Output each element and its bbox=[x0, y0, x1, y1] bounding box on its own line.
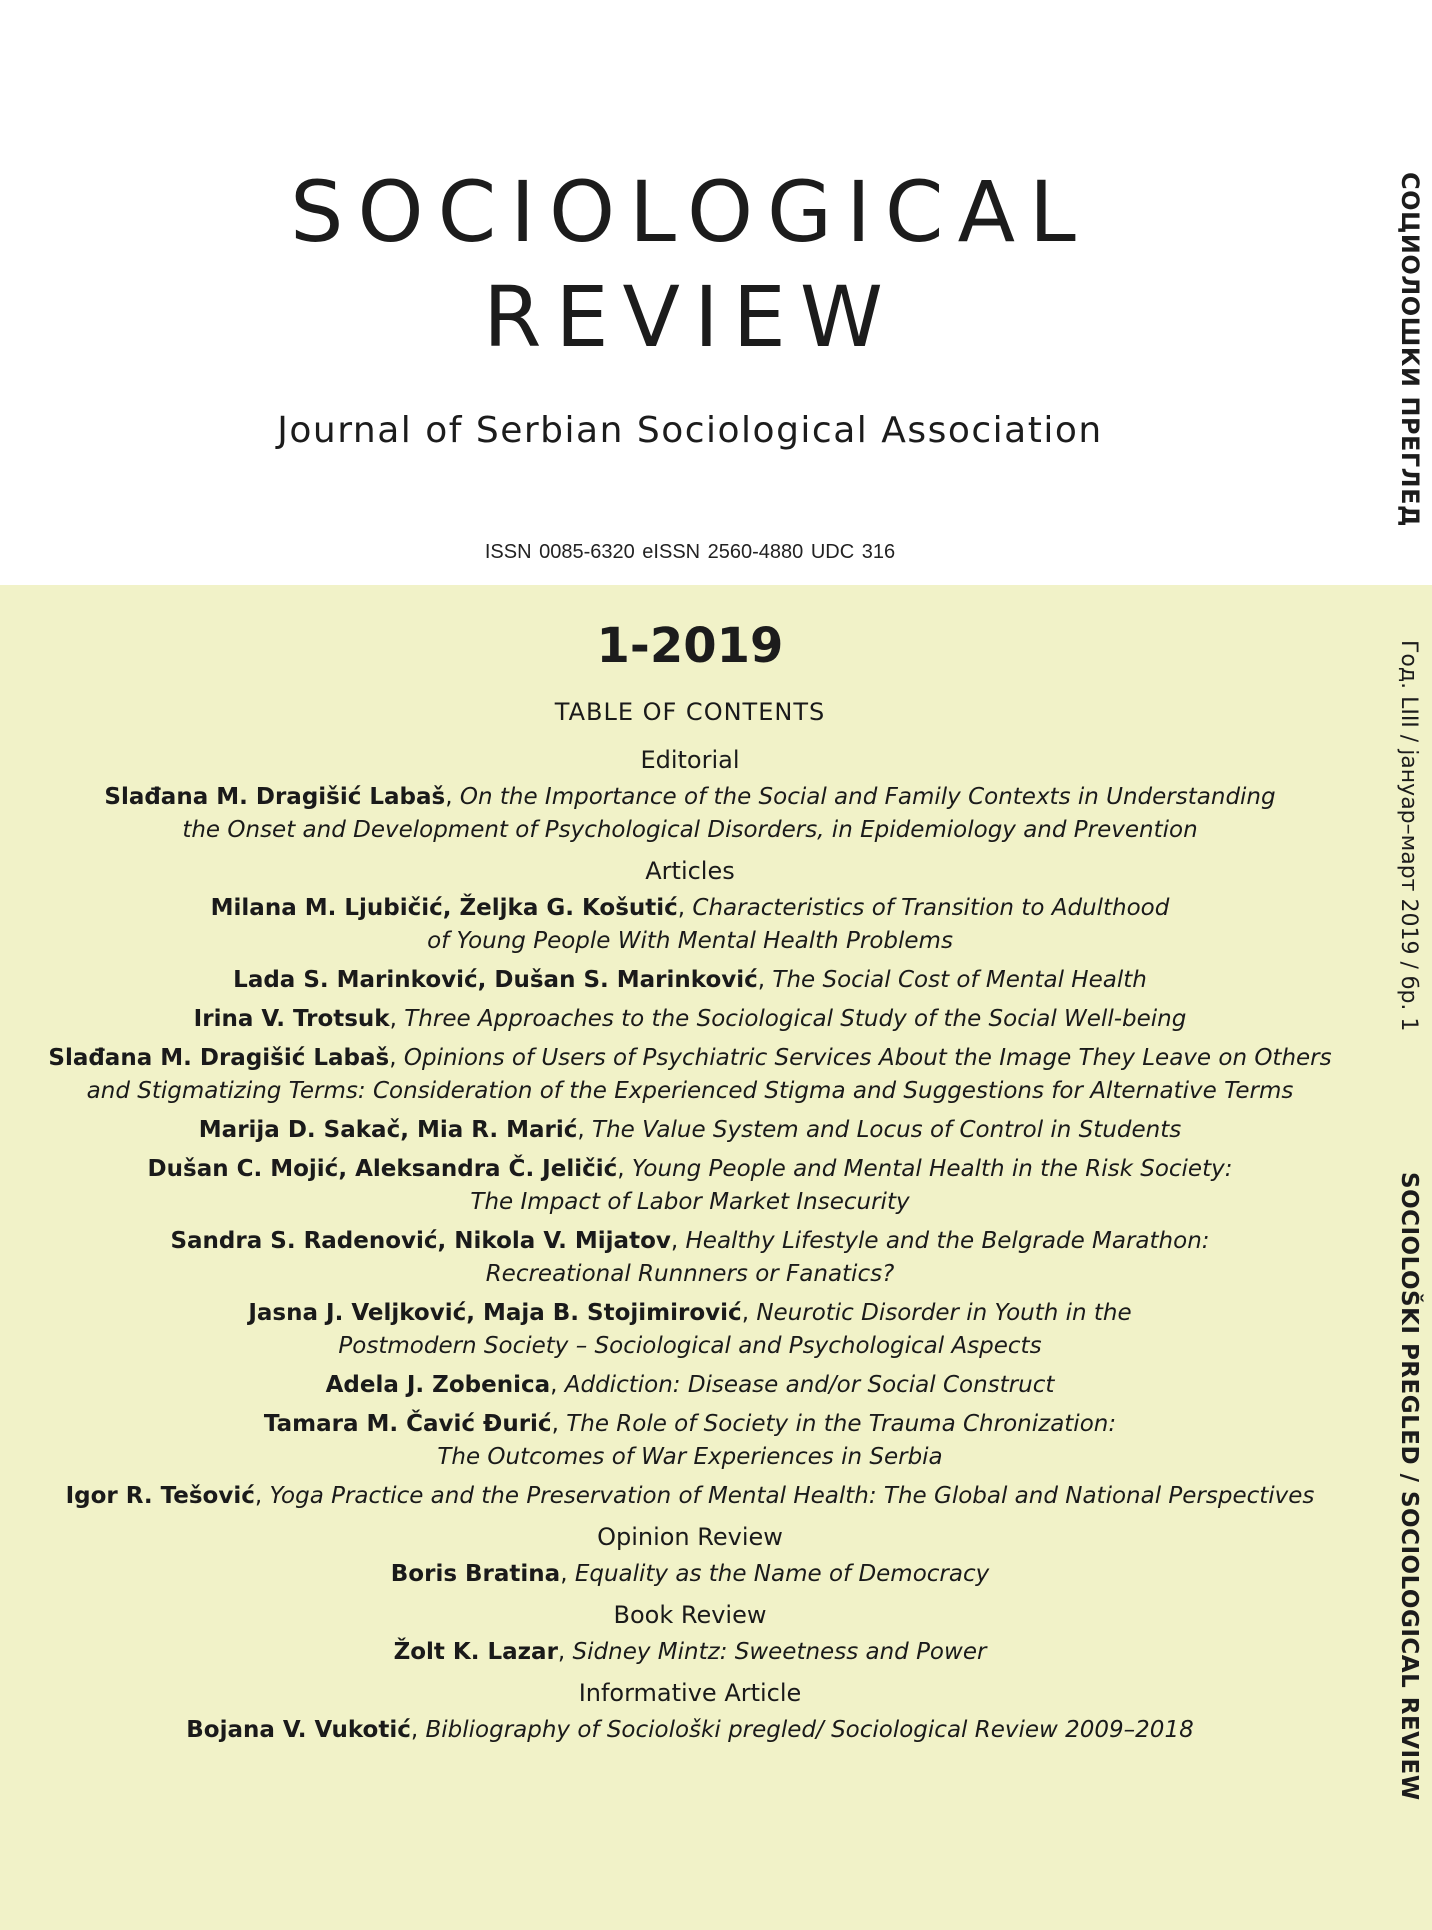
toc-entry-authors: Žolt K. Lazar bbox=[393, 1639, 558, 1665]
toc-entry-title: The Value System and Locus of Control in Students bbox=[592, 1117, 1182, 1143]
toc-entry-line: Irina V. Trotsuk, Three Approaches to the Sociological Study of the Social Well-being bbox=[193, 1006, 1187, 1032]
toc-entry-title: Yoga Practice and the Preservation of Mental Health: The Global and National Perspectives bbox=[269, 1483, 1315, 1509]
toc-section-title: Editorial bbox=[640, 746, 740, 774]
toc-entry-title: On the Importance of the Social and Family Contexts in Understanding bbox=[459, 784, 1276, 810]
toc-entry bbox=[40, 1225, 1340, 1291]
toc-entry-line: Lada S. Marinković, Dušan S. Marinković, The Social Cost of Mental Health bbox=[233, 967, 1147, 993]
toc-entry-authors: Boris Bratina bbox=[390, 1561, 561, 1587]
toc-entry-title: the Onset and Development of Psychological Disorders, in Epidemiology and Prevention bbox=[182, 817, 1198, 843]
toc-entry-line: Sandra S. Radenović, Nikola V. Mijatov, Healthy Lifestyle and the Belgrade Marathon: bbox=[170, 1228, 1210, 1254]
journal-title-line1: SOCIOLOGICAL bbox=[290, 163, 1090, 261]
toc-entry-title: The Outcomes of War Experiences in Serbia bbox=[437, 1444, 943, 1470]
toc-section-title: Informative Article bbox=[578, 1679, 802, 1707]
toc-entry-line bbox=[40, 1441, 1340, 1474]
toc-entry-line: Jasna J. Veljković, Maja B. Stojimirović, Neurotic Disorder in Youth in the bbox=[248, 1300, 1132, 1326]
toc-entry-authors: Igor R. Tešović bbox=[65, 1483, 255, 1509]
toc-section bbox=[40, 744, 1340, 847]
toc-entry bbox=[40, 1153, 1340, 1219]
toc-entry bbox=[40, 964, 1340, 997]
toc-entry-title: Recreational Runnners or Fanatics? bbox=[485, 1261, 895, 1287]
toc-entry-title: The Impact of Labor Market Insecurity bbox=[470, 1189, 910, 1215]
toc-entry-title: of Young People With Mental Health Problems bbox=[427, 928, 953, 954]
spine-title-latin: SOCIOLOŠKI PREGLED / SOCIOLOGICAL REVIEW bbox=[1396, 1172, 1422, 1801]
toc-entry-authors: Jasna J. Veljković, Maja B. Stojimirović bbox=[248, 1300, 742, 1326]
toc-entry-title: Sidney Mintz: Sweetness and Power bbox=[572, 1639, 987, 1665]
toc-entry-authors: Milana M. Ljubičić, Željka G. Košutić bbox=[210, 895, 678, 921]
spine-title-cyrillic: СОЦИОЛОШКИ ПРЕГЛЕД bbox=[1396, 172, 1424, 527]
toc-entry-authors: Tamara M. Čavić Đurić bbox=[263, 1411, 552, 1437]
toc-entry-line: Boris Bratina, Equality as the Name of Democracy bbox=[390, 1561, 990, 1587]
toc-entry bbox=[40, 1003, 1340, 1036]
toc-section-title: Articles bbox=[645, 857, 735, 885]
toc-entry-line bbox=[40, 1330, 1340, 1363]
toc-section bbox=[40, 855, 1340, 1513]
toc-entry-title: Young People and Mental Health in the Risk Society: bbox=[631, 1156, 1233, 1182]
toc-entry-line: Adela J. Zobenica, Addiction: Disease and/or Social Construct bbox=[325, 1372, 1055, 1398]
toc-heading: TABLE OF CONTENTS bbox=[554, 698, 826, 726]
toc-entry-title: Three Approaches to the Sociological Study of the Social Well-being bbox=[404, 1006, 1187, 1032]
toc-entry-line bbox=[40, 1258, 1340, 1291]
toc-section bbox=[40, 1677, 1340, 1747]
toc-entry-authors: Irina V. Trotsuk bbox=[193, 1006, 390, 1032]
toc-entry-title: The Role of Society in the Trauma Chronization: bbox=[566, 1411, 1117, 1437]
spine-volume-info: Год. LIII / јануар–март 2019 / бр. 1 bbox=[1396, 640, 1421, 1032]
toc-entry-authors: Lada S. Marinković, Dušan S. Marinković bbox=[233, 967, 758, 993]
toc-entry-title: Neurotic Disorder in Youth in the bbox=[756, 1300, 1132, 1326]
toc-entry-line bbox=[40, 814, 1340, 847]
toc-entry-line: Marija D. Sakač, Mia R. Marić, The Value System and Locus of Control in Students bbox=[198, 1117, 1182, 1143]
toc-entry-title: Postmodern Society – Sociological and Psychological Aspects bbox=[338, 1333, 1042, 1359]
toc-entry-authors: Bojana V. Vukotić bbox=[186, 1717, 411, 1743]
toc-entry bbox=[40, 1558, 1340, 1591]
toc-entry-title: Opinions of Users of Psychiatric Services About the Image They Leave on Others bbox=[403, 1045, 1332, 1071]
toc-section-title: Opinion Review bbox=[597, 1523, 783, 1551]
toc-entry-title: Bibliography of Sociološki pregled/ Sociological Review 2009–2018 bbox=[425, 1717, 1194, 1743]
toc-entry-line bbox=[40, 925, 1340, 958]
toc-entry bbox=[40, 1114, 1340, 1147]
toc-entry-line: Slađana M. Dragišić Labaš, Opinions of Users of Psychiatric Services About the Image They Leave on Others bbox=[48, 1045, 1332, 1071]
toc-entry-line bbox=[40, 1186, 1340, 1219]
toc-entry bbox=[40, 1480, 1340, 1513]
toc-entry-line: Tamara M. Čavić Đurić, The Role of Society in the Trauma Chronization: bbox=[263, 1411, 1117, 1437]
toc-entry-authors: Slađana M. Dragišić Labaš bbox=[104, 784, 446, 810]
toc-entry-authors: Marija D. Sakač, Mia R. Marić bbox=[198, 1117, 578, 1143]
toc-entry bbox=[40, 781, 1340, 847]
toc-section-title: Book Review bbox=[613, 1601, 767, 1629]
toc-entry-line: Milana M. Ljubičić, Željka G. Košutić, Characteristics of Transition to Adulthood bbox=[210, 895, 1170, 921]
toc-entry-line: Slađana M. Dragišić Labaš, On the Importance of the Social and Family Contexts in Understanding bbox=[104, 784, 1276, 810]
toc-entry-line: Žolt K. Lazar, Sidney Mintz: Sweetness and Power bbox=[393, 1639, 987, 1665]
toc-entry bbox=[40, 892, 1340, 958]
toc-entry-title: Characteristics of Transition to Adulthood bbox=[692, 895, 1170, 921]
issue-number: 1-2019 bbox=[596, 618, 784, 674]
issn-line: ISSN 0085-6320 eISSN 2560-4880 UDC 316 bbox=[484, 541, 896, 563]
journal-title-line2: REVIEW bbox=[483, 268, 897, 366]
toc-entry bbox=[40, 1714, 1340, 1747]
toc-section bbox=[40, 1599, 1340, 1669]
toc-section bbox=[40, 1521, 1340, 1591]
toc-entry bbox=[40, 1369, 1340, 1402]
toc-entry-line: Dušan C. Mojić, Aleksandra Č. Jeličić, Young People and Mental Health in the Risk Society: bbox=[147, 1156, 1233, 1182]
toc-entry-authors: Adela J. Zobenica bbox=[325, 1372, 551, 1398]
toc-entry-title: The Social Cost of Mental Health bbox=[772, 967, 1147, 993]
toc-entry-title: Addiction: Disease and/or Social Construct bbox=[564, 1372, 1055, 1398]
toc-entry-authors: Dušan C. Mojić, Aleksandra Č. Jeličić bbox=[147, 1156, 618, 1182]
toc-entry bbox=[40, 1636, 1340, 1669]
toc-entry bbox=[40, 1297, 1340, 1363]
toc-entry-line: Bojana V. Vukotić, Bibliography of Sociološki pregled/ Sociological Review 2009–2018 bbox=[186, 1717, 1194, 1743]
toc-entry-line: Igor R. Tešović, Yoga Practice and the Preservation of Mental Health: The Global and National Perspectives bbox=[65, 1483, 1315, 1509]
toc-entry-authors: Sandra S. Radenović, Nikola V. Mijatov bbox=[170, 1228, 671, 1254]
toc-entry-title: Healthy Lifestyle and the Belgrade Marathon: bbox=[685, 1228, 1210, 1254]
journal-subtitle: Journal of Serbian Sociological Association bbox=[277, 410, 1103, 451]
toc-entry-line bbox=[40, 1075, 1340, 1108]
toc-entry bbox=[40, 1042, 1340, 1108]
toc-entry-title: Equality as the Name of Democracy bbox=[574, 1561, 990, 1587]
table-of-contents bbox=[40, 744, 1340, 1753]
toc-entry bbox=[40, 1408, 1340, 1474]
toc-entry-title: and Stigmatizing Terms: Consideration of the Experienced Stigma and Suggestions for Alternative Terms bbox=[86, 1078, 1294, 1104]
toc-entry-authors: Slađana M. Dragišić Labaš bbox=[48, 1045, 390, 1071]
